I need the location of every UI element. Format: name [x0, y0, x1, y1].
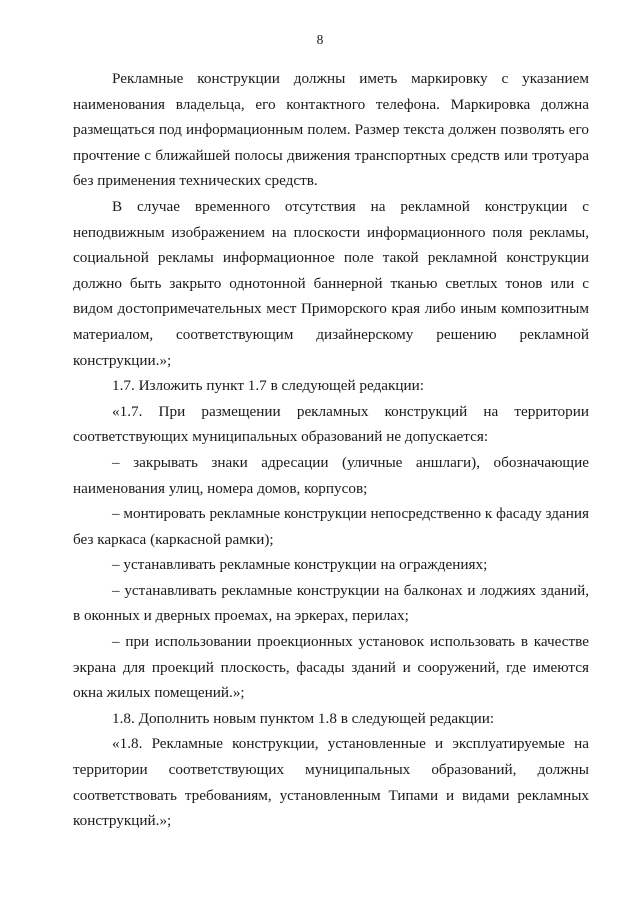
page-number: 8: [316, 32, 324, 47]
list-item-fences: – устанавливать рекламные конструкции на ограждениях;: [112, 556, 488, 574]
paragraph-marking-requirements: Рекламные конструкции должны иметь маркировку с указанием наименования владельца, его контактного телефона. Маркировка должна размещаться под информационным полем. Размер текста должен позволять его прочтение с ближайшей полосы движения транспортных средств или тротуара без применения технических средств.: [73, 70, 589, 190]
paragraph-amendment-1-8: 1.8. Дополнить новым пунктом 1.8 в следующей редакции:: [112, 709, 495, 727]
list-item-facade-mounting: – монтировать рекламные конструкции непосредственно к фасаду здания без каркаса (каркасной рамки);: [73, 505, 589, 548]
paragraph-amendment-1-7: 1.7. Изложить пункт 1.7 в следующей редакции:: [112, 377, 425, 395]
list-item-address-signs: – закрывать знаки адресации (уличные аншлаги), обозначающие наименования улиц, номера домов, корпусов;: [73, 453, 589, 497]
paragraph-clause-1-8: «1.8. Рекламные конструкции, установленные и эксплуатируемые на территории соответствующих муниципальных образований, должны соответствовать требованиям, установленным Типами и видами рекламных конструкций.»;: [73, 735, 589, 830]
paragraph-clause-1-7: «1.7. При размещении рекламных конструкций на территории соответствующих муниципальных образований не допускается:: [73, 402, 589, 446]
list-item-balconies: – устанавливать рекламные конструкции на балконах и лоджиях зданий, в оконных и дверных проемах, на эркерах, перилах;: [73, 581, 589, 625]
list-item-projection: – при использовании проекционных установок использовать в качестве экрана для проекций плоскость, фасады зданий и сооружений, где имеются окна жилых помещений.»;: [73, 633, 589, 702]
document-body: [73, 66, 589, 834]
paragraph-temporary-absence: В случае временного отсутствия на рекламной конструкции с неподвижным изображением на плоскости информационного поля рекламы, социальной рекламы информационное поле такой рекламной конструкции должно быть закрыто однотонной баннерной тканью светлых тонов или с видом достопримечательных мест Приморского края либо иным композитным материалом, соответствующим дизайнерскому решению рекламной конструкции.»;: [73, 197, 589, 369]
